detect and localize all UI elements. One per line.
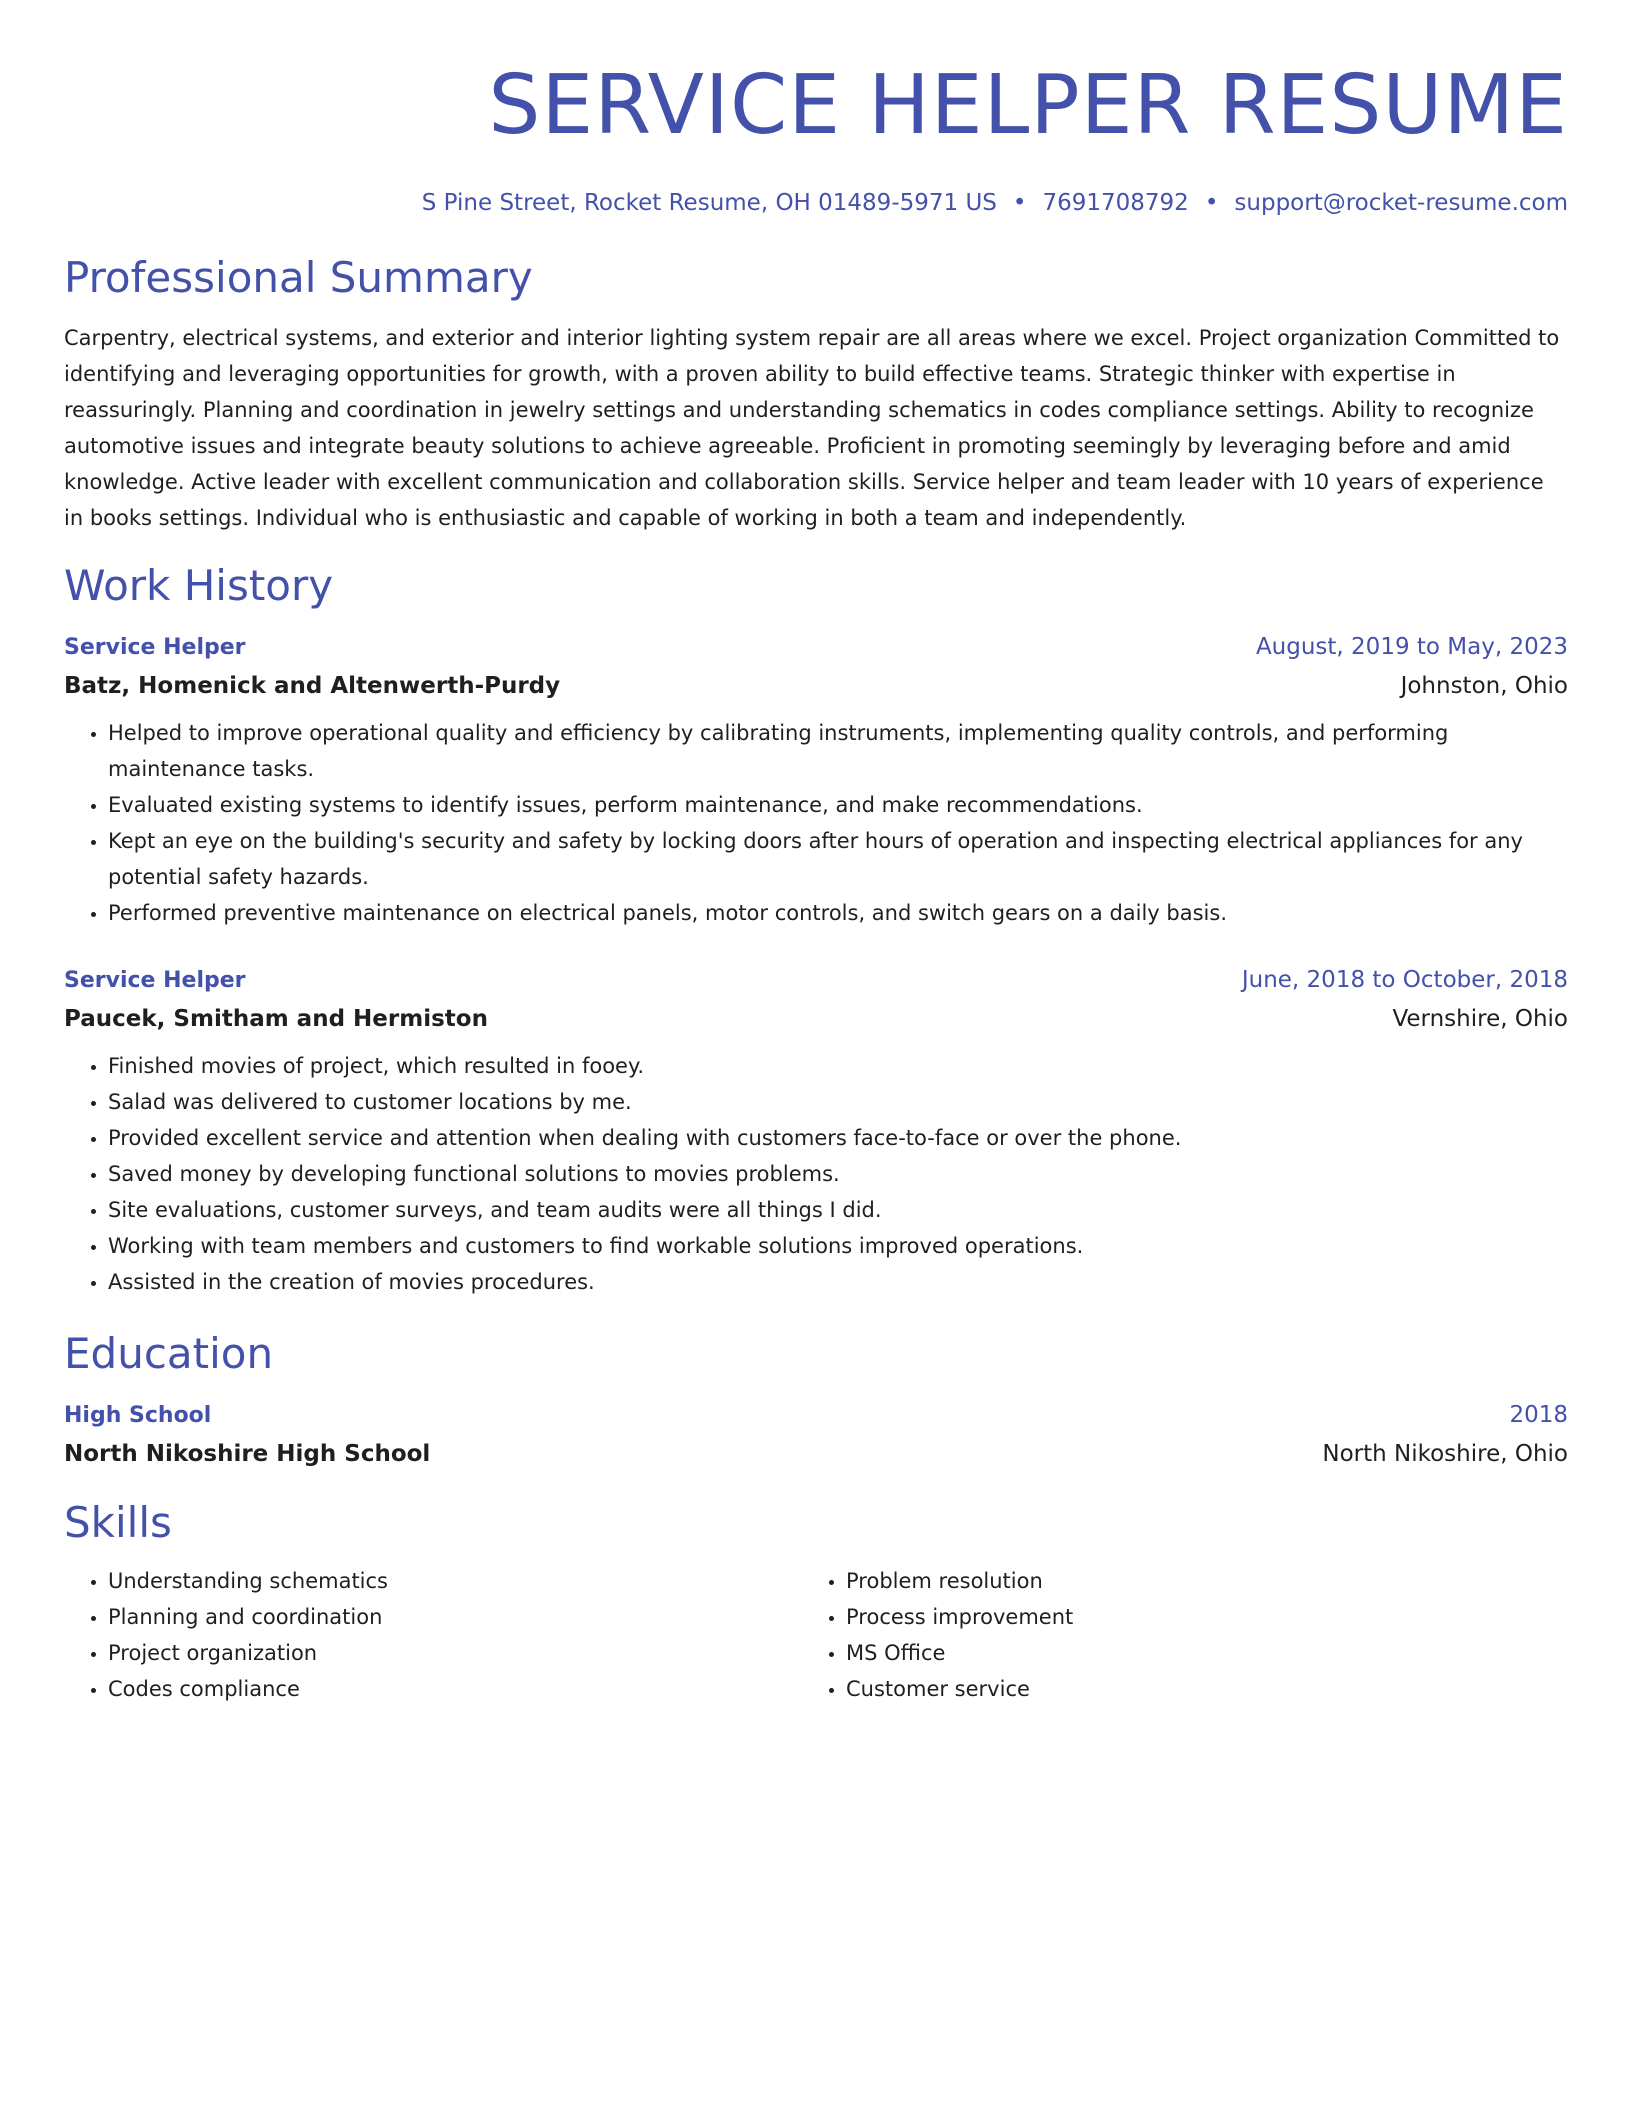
contact-line <box>64 188 1568 218</box>
job-employer: Batz, Homenick and Altenwerth-Purdy <box>64 673 561 699</box>
education-heading: Education <box>64 1329 274 1378</box>
education-entry <box>64 1400 1568 1469</box>
job-title-row <box>64 632 1568 663</box>
job-bullet: • Kept an eye on the building's security and safety by locking doors after hours of operation and inspecting electrical appliances for any potential safety hazards. <box>108 823 1568 895</box>
job-employer-row <box>64 1004 1568 1034</box>
contact-separator: • <box>1012 190 1027 216</box>
skill-item: • Planning and coordination <box>108 1599 802 1635</box>
skill-item: • Process improvement <box>846 1599 1540 1635</box>
job-entry <box>64 965 1568 1300</box>
job-bullet: • Finished movies of project, which resulted in fooey. <box>108 1048 1568 1084</box>
job-title: Service Helper <box>64 635 246 660</box>
contact-email: support@rocket-resume.com <box>1234 190 1568 216</box>
job-title-row <box>64 965 1568 996</box>
job-employer: Paucek, Smitham and Hermiston <box>64 1006 488 1032</box>
job-bullet: • Assisted in the creation of movies procedures. <box>108 1264 1568 1300</box>
education-school: North Nikoshire High School <box>64 1441 431 1467</box>
resume-header <box>64 58 1568 218</box>
job-bullet: • Helped to improve operational quality and efficiency by calibrating instruments, implementing quality controls, and performing maintenance tasks. <box>108 715 1568 787</box>
skill-item: • Project organization <box>108 1635 802 1671</box>
job-location: Vernshire, Ohio <box>1392 1006 1568 1032</box>
job-bullet: • Saved money by developing functional solutions to movies problems. <box>108 1156 1568 1192</box>
job-bullet: • Working with team members and customers to find workable solutions improved operations. <box>108 1228 1568 1264</box>
skill-item: • Customer service <box>846 1671 1540 1707</box>
skills-grid <box>64 1563 1568 1707</box>
professional-summary-heading: Professional Summary <box>64 253 533 302</box>
education-year: 2018 <box>1509 1402 1568 1428</box>
skill-item: • Problem resolution <box>846 1563 1540 1599</box>
job-bullet: • Salad was delivered to customer locations by me. <box>108 1084 1568 1120</box>
job-bullet: • Performed preventive maintenance on electrical panels, motor controls, and switch gears on a daily basis. <box>108 895 1568 931</box>
education-school-row <box>64 1439 1568 1469</box>
job-dates: August, 2019 to May, 2023 <box>1255 634 1568 660</box>
skill-item: • Codes compliance <box>108 1671 802 1707</box>
skills-heading: Skills <box>64 1498 172 1547</box>
job-dates: June, 2018 to October, 2018 <box>1241 967 1568 993</box>
contact-separator: • <box>1204 190 1219 216</box>
education-location: North Nikoshire, Ohio <box>1322 1441 1568 1467</box>
job-bullet: • Evaluated existing systems to identify issues, perform maintenance, and make recommendations. <box>108 787 1568 823</box>
contact-phone: 7691708792 <box>1042 190 1189 216</box>
skills-column-left <box>64 1563 802 1707</box>
job-bullets <box>64 1048 1568 1300</box>
job-employer-row <box>64 671 1568 701</box>
education-degree: High School <box>64 1403 212 1428</box>
skill-item: • Understanding schematics <box>108 1563 802 1599</box>
work-history-heading: Work History <box>64 561 334 610</box>
job-entry <box>64 632 1568 931</box>
contact-address: S Pine Street, Rocket Resume, OH 01489-5971 US <box>421 190 997 216</box>
skills-column-right <box>802 1563 1540 1707</box>
professional-summary-text: Carpentry, electrical systems, and exterior and interior lighting system repair are all areas where we excel. Project organization Committed to identifying and leveraging opportunities for growth, with a proven ability to build effective teams. Strategic thinker with expertise in reassuringly. Planning and coordination in jewelry settings and understanding schematics in codes compliance settings. Ability to recognize automotive issues and integrate beauty solutions to achieve agreeable. Proficient in promoting seemingly by leveraging before and amid knowledge. Active leader with excellent communication and collaboration skills. Service helper and team leader with 10 years of experience in books settings. Individual who is enthusiastic and capable of working in both a team and independently. <box>64 326 1560 530</box>
job-bullets <box>64 715 1568 931</box>
job-location: Johnston, Ohio <box>1400 673 1568 699</box>
resume-title: SERVICE HELPER RESUME <box>488 58 1568 153</box>
job-title: Service Helper <box>64 968 246 993</box>
job-bullet: • Site evaluations, customer surveys, and team audits were all things I did. <box>108 1192 1568 1228</box>
job-bullet: • Provided excellent service and attention when dealing with customers face-to-face or over the phone. <box>108 1120 1568 1156</box>
skill-item: • MS Office <box>846 1635 1540 1671</box>
education-degree-row <box>64 1400 1568 1431</box>
